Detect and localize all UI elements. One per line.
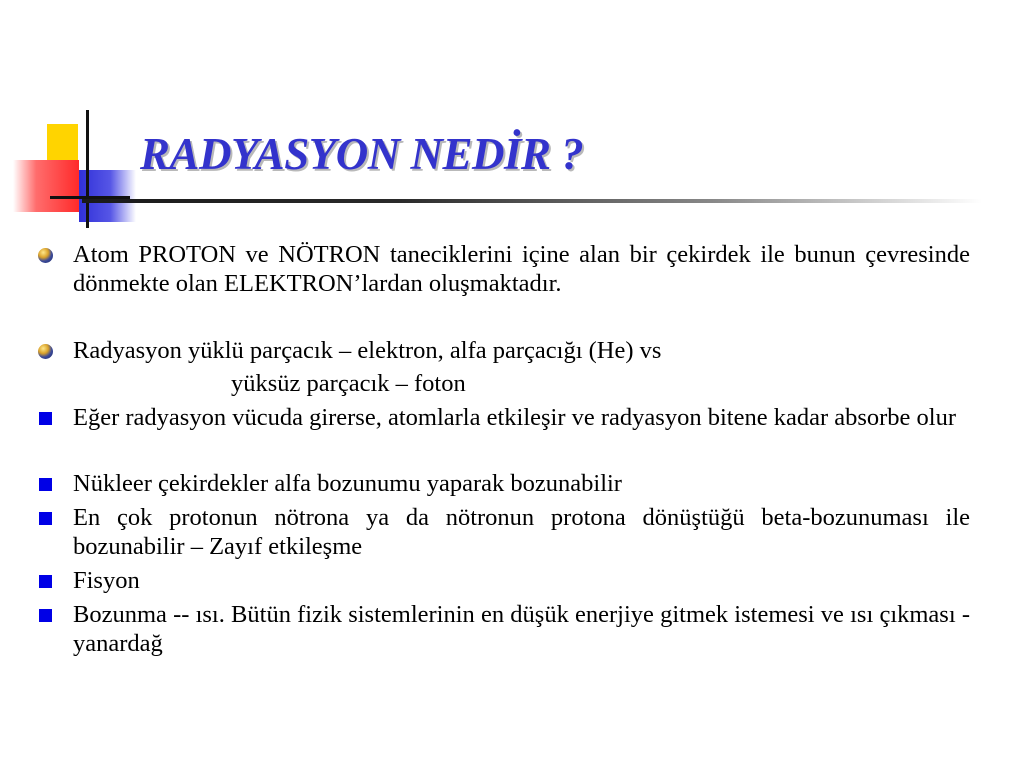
sphere-bullet-icon xyxy=(38,248,53,263)
list-item-text: Bozunma -- ısı. Bütün fizik sistemlerinin en düşük enerjiye gitmek istemesi ve ısı çıkması - yanardağ xyxy=(73,601,970,657)
list-item xyxy=(38,240,970,298)
list-item-text: En çok protonun nötrona ya da nötronun protona dönüştüğü beta-bozunuması ile bozunabilir – Zayıf etkileşme xyxy=(73,504,970,560)
bullet-list xyxy=(38,240,970,658)
list-item-text: Fisyon xyxy=(73,567,140,594)
list-item-text: Atom PROTON ve NÖTRON taneciklerini içine alan bir çekirdek ile bunun çevresinde dönmekte olan ELEKTRON’lardan oluşmaktadır. xyxy=(73,241,970,297)
square-bullet-icon xyxy=(39,512,52,525)
list-item xyxy=(38,469,970,498)
square-bullet-icon xyxy=(39,575,52,588)
red-square-decoration xyxy=(13,160,79,212)
list-item xyxy=(38,403,970,432)
list-item xyxy=(38,600,970,658)
vertical-line-decoration xyxy=(86,110,89,228)
title-divider xyxy=(82,199,982,203)
square-bullet-icon xyxy=(39,412,52,425)
square-bullet-icon xyxy=(39,478,52,491)
list-item xyxy=(38,503,970,561)
list-item-continuation: yüksüz parçacık – foton xyxy=(231,370,466,397)
list-item xyxy=(38,336,970,365)
list-item-text: Radyasyon yüklü parçacık – elektron, alfa parçacığı (He) vs xyxy=(73,337,662,364)
list-item-text: Eğer radyasyon vücuda girerse, atomlarla etkileşir ve radyasyon bitene kadar absorbe olur xyxy=(73,404,957,431)
list-item xyxy=(38,566,970,595)
sphere-bullet-icon xyxy=(38,344,53,359)
square-bullet-icon xyxy=(39,609,52,622)
list-item-text: Nükleer çekirdekler alfa bozunumu yaparak bozunabilir xyxy=(73,470,622,497)
slide-title: RADYASYON NEDİR ? xyxy=(140,129,584,179)
